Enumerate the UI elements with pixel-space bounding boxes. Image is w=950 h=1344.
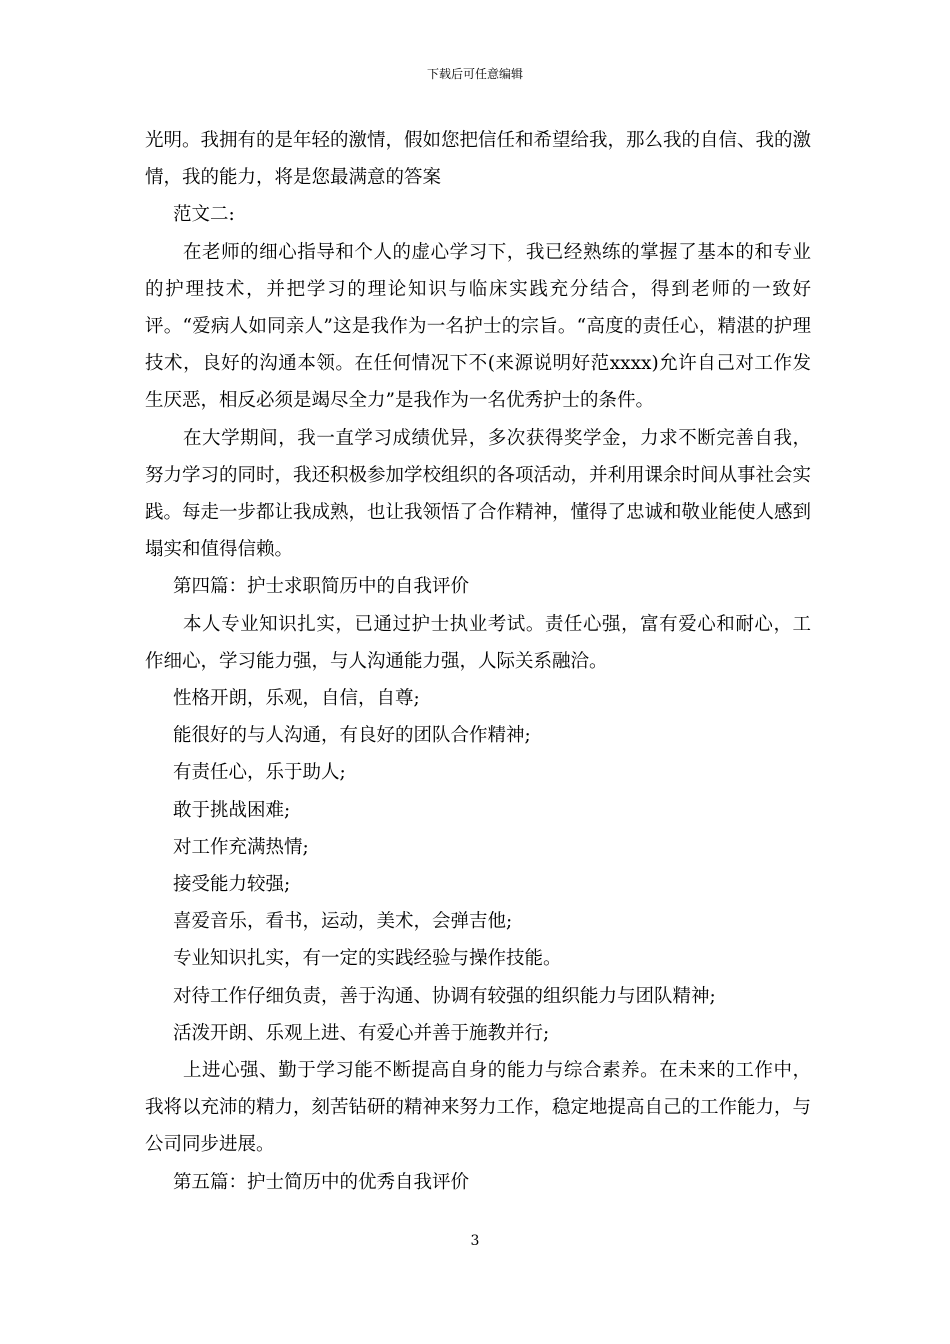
paragraph: 在老师的细心指导和个人的虚心学习下，我已经熟练的掌握了基本的和专业的护理技术，并把学习的理论知识与临床实践充分结合，得到老师的一致好评。“爱病人如同亲人”这是我作为一名护士的宗旨。“高度的责任心，精湛的护理技术，良好的沟通本领。在任何情况下不(来源说明好范xxxx)允许自己对工作发生厌恶，相反必须是竭尽全力”是我作为一名优秀护士的条件。: [145, 241, 811, 412]
list-item: 活泼开朗、乐观上进、有爱心并善于施教并行;: [173, 1022, 550, 1044]
paragraph: 上进心强、勤于学习能不断提高自身的能力与综合素养。在未来的工作中，我将以充沛的精力，刻苦钻研的精神来努力工作，稳定地提高自己的工作能力，与公司同步进展。: [145, 1060, 812, 1156]
list-item: 接受能力较强;: [173, 874, 291, 896]
list-item: 有责任心，乐于助人;: [173, 762, 346, 784]
page-number: 3: [470, 1233, 480, 1249]
list-item: 能很好的与人沟通，有良好的团队合作精神;: [173, 725, 531, 747]
paragraph: 在大学期间，我一直学习成绩优异，多次获得奖学金，力求不断完善自我，努力学习的同时，我还积极参加学校组织的各项活动，并利用课余时间从事社会实践。每走一步都让我成熟，也让我领悟了合作精神，懂得了忠诚和敬业能使人感到塌实和值得信赖。: [145, 427, 812, 561]
list-item: 喜爱音乐，看书，运动，美术，会弹吉他;: [173, 911, 513, 933]
paragraph-continuation: 光明。我拥有的是年轻的激情，假如您把信任和希望给我，那么我的自信、我的激情，我的能力，将是您最满意的答案: [145, 130, 812, 189]
list-item: 专业知识扎实，有一定的实践经验与操作技能。: [173, 948, 562, 970]
list-item: 敢于挑战困难;: [173, 799, 291, 821]
section-label-sample-two: 范文二:: [173, 204, 235, 226]
paragraph: 本人专业知识扎实，已通过护士执业考试。责任心强，富有爱心和耐心，工作细心，学习能力强，与人沟通能力强，人际关系融洽。: [145, 613, 811, 672]
document-body: [145, 122, 811, 1201]
list-item: 对工作充满热情;: [173, 836, 309, 858]
section-heading-part-five: 第五篇：护士简历中的优秀自我评价: [173, 1171, 470, 1193]
section-heading-part-four: 第四篇：护士求职简历中的自我评价: [173, 576, 470, 598]
list-item: 对待工作仔细负责，善于沟通、协调有较强的组织能力与团队精神;: [173, 985, 716, 1007]
page-header: 下载后可任意编辑: [426, 67, 523, 81]
list-item: 性格开朗，乐观，自信，自尊;: [173, 688, 420, 710]
